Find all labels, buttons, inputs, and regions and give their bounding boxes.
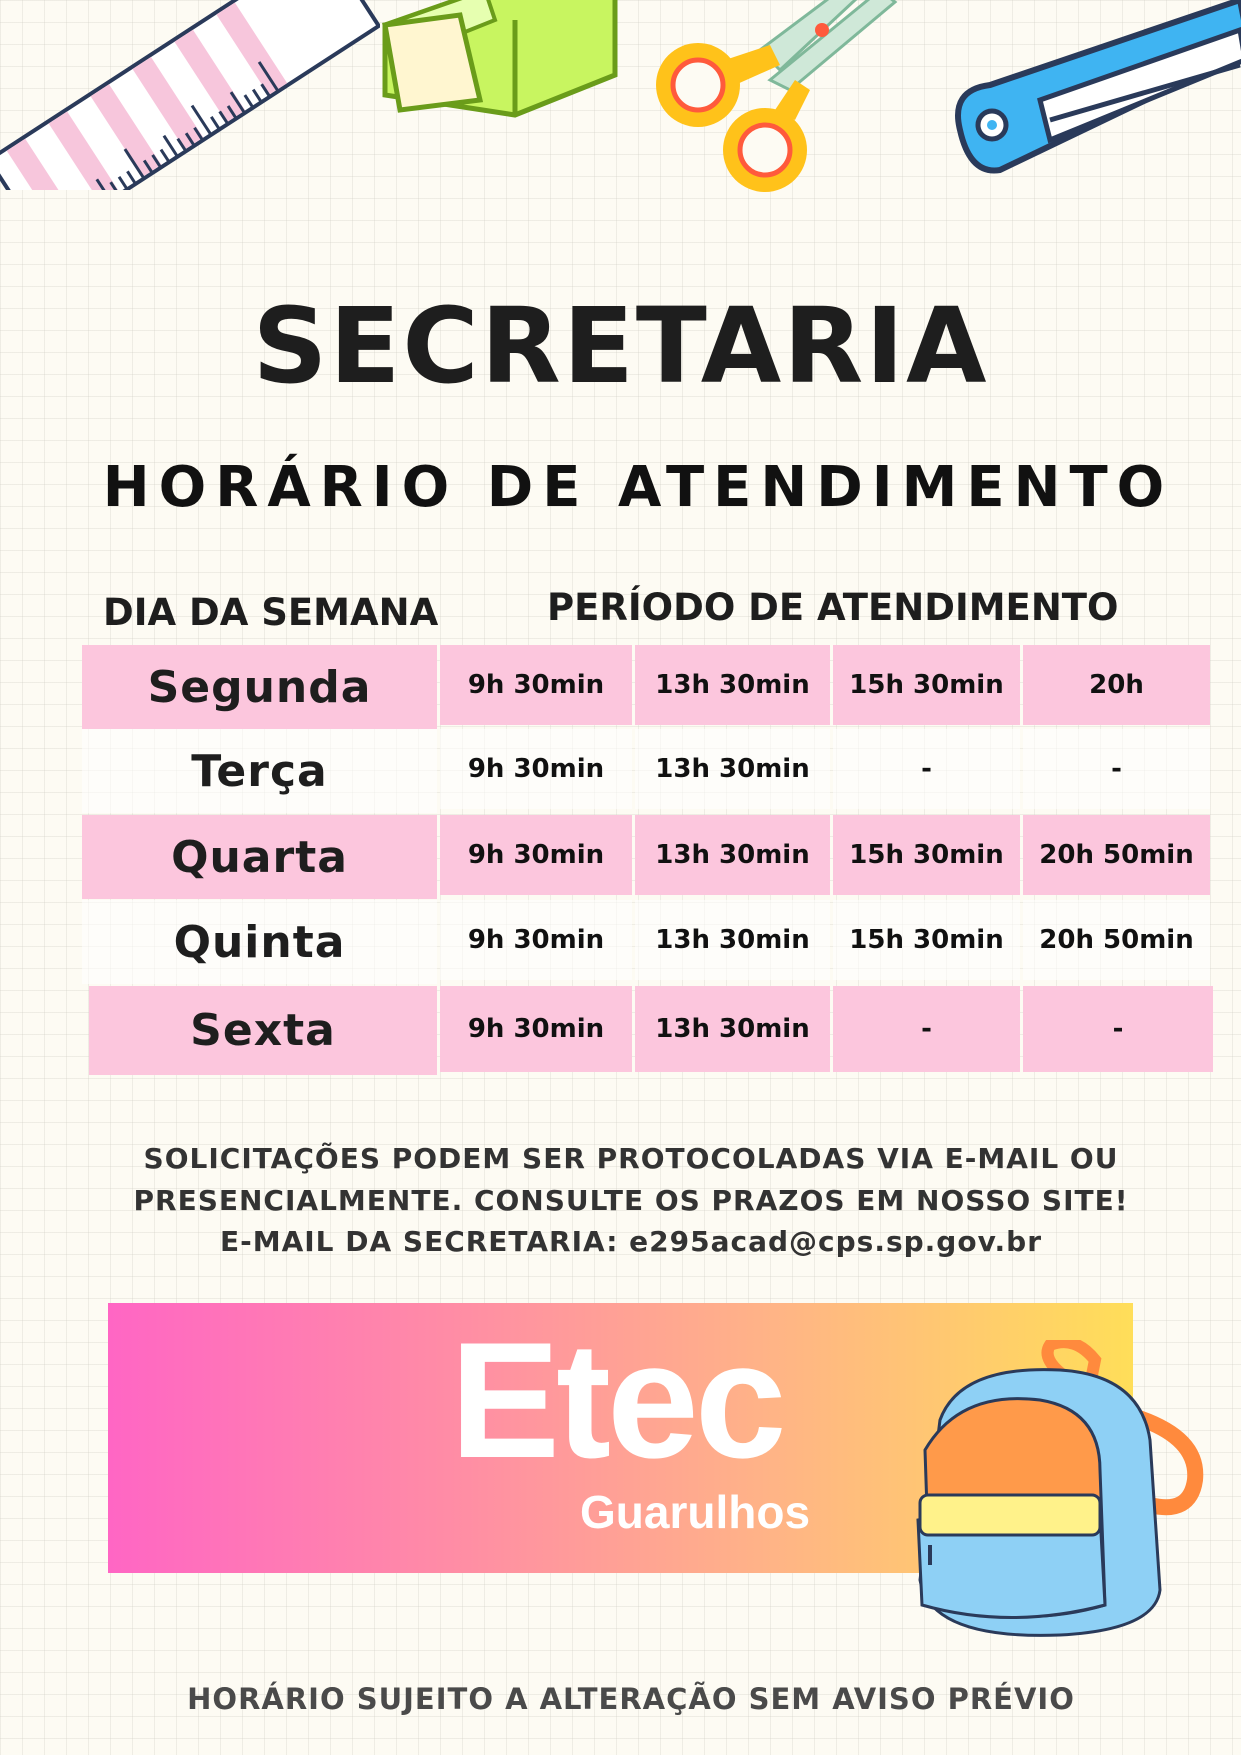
time-cell: 13h 30min — [635, 729, 830, 809]
day-cell: Terça — [82, 729, 437, 813]
info-line: SOLICITAÇÕES PODEM SER PROTOCOLADAS VIA E-MAIL OU — [143, 1142, 1119, 1175]
time-cell: 15h 30min — [833, 645, 1020, 725]
time-cell: - — [833, 986, 1020, 1072]
time-cell: 9h 30min — [440, 729, 632, 809]
day-cell: Sexta — [89, 986, 437, 1075]
time-cell: 15h 30min — [833, 815, 1020, 895]
time-cell: 9h 30min — [440, 815, 632, 895]
page-subtitle: HORÁRIO DE ATENDIMENTO — [102, 455, 1174, 520]
time-cell: 13h 30min — [635, 645, 830, 725]
time-cell: 9h 30min — [440, 900, 632, 980]
time-cell: - — [833, 729, 1020, 809]
stapler-icon — [940, 0, 1241, 200]
logo-text: Etec — [450, 1308, 783, 1492]
time-cell: - — [1023, 729, 1210, 809]
logo-subtext: Guarulhos — [580, 1486, 811, 1538]
page-title: SECRETARIA — [252, 285, 989, 407]
day-cell: Quinta — [82, 900, 437, 984]
time-cell: 9h 30min — [440, 645, 632, 725]
backpack-icon — [900, 1340, 1220, 1640]
ruler-icon — [0, 0, 380, 190]
time-cell: 13h 30min — [635, 815, 830, 895]
footer-disclaimer: HORÁRIO SUJEITO A ALTERAÇÃO SEM AVISO PRÉVIO — [187, 1682, 1075, 1716]
time-cell: 13h 30min — [635, 900, 830, 980]
day-cell: Quarta — [82, 815, 437, 899]
column-header-period: PERÍODO DE ATENDIMENTO — [547, 586, 1119, 629]
column-header-day: DIA DA SEMANA — [103, 591, 439, 634]
day-cell: Segunda — [82, 645, 437, 729]
time-cell: 20h — [1023, 645, 1210, 725]
time-cell: - — [1023, 986, 1213, 1072]
time-cell: 20h 50min — [1023, 815, 1210, 895]
eraser-icon — [375, 0, 625, 135]
scissors-icon — [650, 0, 910, 210]
email-line: E-MAIL DA SECRETARIA: e295acad@cps.sp.gov.br — [219, 1225, 1043, 1258]
time-cell: 15h 30min — [833, 900, 1020, 980]
info-line: PRESENCIALMENTE. CONSULTE OS PRAZOS EM NOSSO SITE! — [133, 1184, 1129, 1217]
time-cell: 20h 50min — [1023, 900, 1210, 980]
time-cell: 9h 30min — [440, 986, 632, 1072]
time-cell: 13h 30min — [635, 986, 830, 1072]
